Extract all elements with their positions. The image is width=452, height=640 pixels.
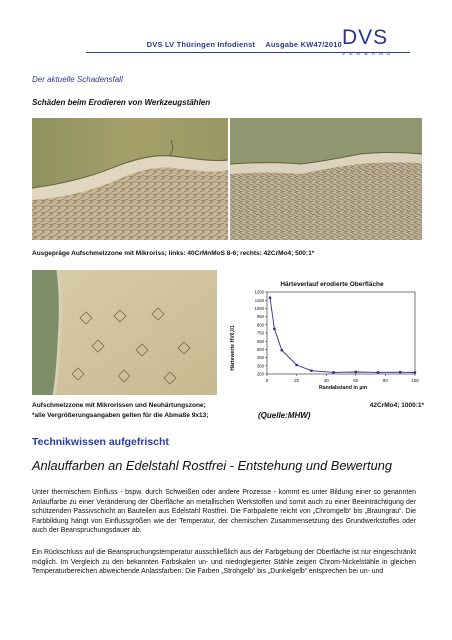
hardness-chart-svg [217,270,424,395]
chart-data-point [281,349,283,351]
micrograph-hardness-indents [32,270,217,395]
chart-y-tick-label: 550 [256,347,264,352]
newsletter-header [86,40,342,49]
article-paragraph-2: Ein Rückschluss auf die Beanspruchungstemperatur ausschließlich aus der Farbgebung der Oberfläche ist nur eingeschränkt möglich. Im Vergleich zu den bekannten Farbskalen un- und niedriglegierter Stähle zeigen Chrom-Nickelstähle in gleichen Temperaturbereichen abweichende Anlassfarben. Die Farben „Strohgelb“ bis „Dunkelgelb“ entsprechen bei un- und [32,549,416,576]
chart-data-point [414,371,416,373]
chart-y-tick-label: 350 [256,363,264,369]
chart-x-tick-label: 60 [353,378,359,383]
publication-name: DVS LV Thüringen Infodienst [146,40,256,49]
caption-magnification-note: *alle Vergrößerungsangaben gelten für die Abmaße 9x13; [32,412,209,419]
chart-data-point [310,370,312,372]
image-source: (Quelle:MHW) [258,411,311,420]
section-heading: Technikwissen aufgefrischt [32,436,169,448]
issue-label: Ausgabe KW47/2010 [265,40,342,49]
caption-micrograph-bottom [32,402,424,409]
hardness-chart [217,270,424,395]
chart-x-tick-label: 20 [294,378,300,383]
chart-y-tick-label: 1150 [254,297,264,303]
logo-mark: DVS [342,26,389,49]
chart-data-point [399,371,401,373]
chart-data-point [377,371,379,373]
chart-y-tick-label: 850 [256,322,264,328]
chart-title: Härteverlauf erodierte Oberfläche [280,281,384,288]
chart-x-axis-label: Randabstand in µm [319,385,367,391]
caption-bottom-right: 42CrMo4; 1000:1* [369,402,424,409]
chart-x-tick-label: 80 [382,378,388,383]
chart-y-tick-label: 1250 [254,289,264,295]
dvs-logo [340,28,412,62]
caption-micrographs-top: Ausgepräge Aufschmelzzone mit Mikroriss; links: 40CrMnMoS 8-6; rechts: 42CrMo4; 500:1* [32,250,315,257]
chart-data-point [332,371,334,373]
article-paragraph-1: Unter thermischem Einfluss - bspw. durch Schweißen oder andere Prozesse - kommt es unter Bildung einer so genannten Anlauffarbe zu einer Veränderung der Oberfläche an metallischen Werkstoffen und somit auch zu einer Beeinträchtigung der schützenden Passivschicht an Bauteilen aus Edelstahl Rostfrei. Die Farbpalette reicht von „Chromgelb“ bis „Braungrau“. Die Farbbildung hängt von Einflussgrößen wie der Temperatur, der chemischen Zusammensetzung des Grundwerkstoffes oder auch der Beanspruchungsdauer ab. [32,489,416,535]
chart-data-point [355,371,357,373]
chart-y-tick-label: 1050 [254,306,264,311]
case-kicker: Der aktuelle Schadensfall [32,75,123,84]
chart-x-tick-label: 40 [323,378,329,383]
micrograph-row [32,118,422,240]
chart-data-point [295,364,297,366]
chart-y-tick-label: 250 [256,371,264,377]
chart-y-tick-label: 950 [256,314,264,320]
caption-bottom-left: Aufschmelzzone mit Mikrorissen und Neuhärtungszone; [32,402,206,409]
chart-background [217,270,424,395]
chart-data-point [269,297,271,299]
logo-subtitle: VERBAND [342,52,395,57]
chart-x-tick-label: 0 [265,378,269,383]
chart-y-tick-label: 650 [256,338,264,344]
chart-x-tick-label: 100 [411,378,419,383]
micrograph-left [32,118,228,240]
case-headline: Schäden beim Erodieren von Werkzeugstählen [32,98,211,107]
article-title: Anlauffarben an Edelstahl Rostfrei - Entstehung und Bewertung [32,458,392,473]
chart-data-point [273,328,275,330]
lower-figure-row [32,270,424,395]
chart-y-tick-label: 750 [256,330,264,336]
chart-y-axis-label: Härtewerte HV0,01 [230,325,236,371]
chart-y-tick-label: 450 [256,355,264,361]
micrograph-right [230,118,422,240]
